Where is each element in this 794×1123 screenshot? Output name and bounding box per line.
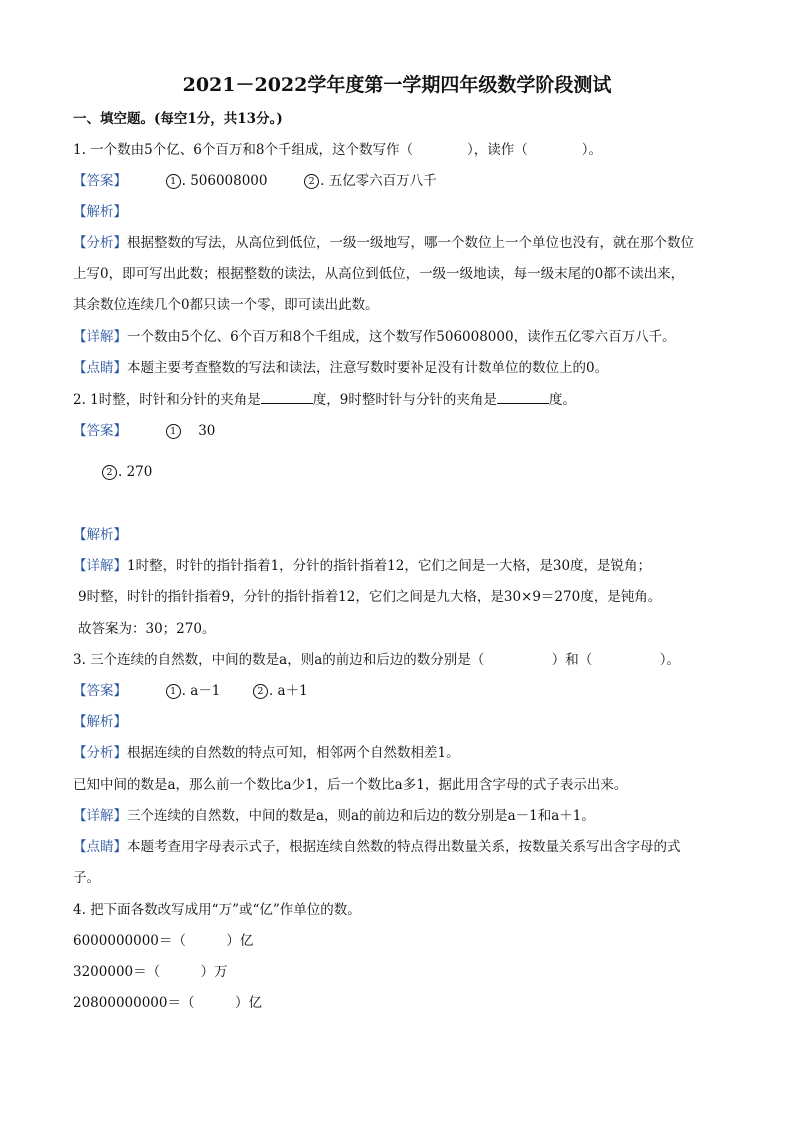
question-4-item-3: 20800000000＝（ ）亿	[73, 995, 262, 1011]
circle-1-icon: 1	[166, 684, 181, 699]
dianjing-3-line-2: 子。	[73, 870, 100, 886]
xiangjie-1	[73, 328, 676, 346]
answer-label: 【答案】	[73, 683, 127, 699]
fenxi-1-line-2: 上写0，即可写出此数；根据整数的读法，从高位到低位，一级一级地读，每一级末尾的0都不读出来，	[73, 266, 685, 282]
fenxi-1-line-1	[73, 234, 694, 252]
xiangjie-3	[73, 807, 595, 825]
question-1: 1. 一个数由5个亿、6个百万和8个千组成，这个数写作（ ），读作（ ）。	[73, 142, 602, 158]
fenxi-label: 【分析】	[73, 235, 127, 251]
xiangjie-label: 【详解】	[73, 558, 127, 574]
xiangjie-2-line-3: 故答案为：30；270。	[78, 621, 216, 637]
xiangjie-label: 【详解】	[73, 329, 127, 345]
xiangjie-2-line-1	[73, 557, 651, 575]
dianjing-3-text-1: 本题考查用字母表示式子，根据连续自然数的特点得出数量关系，按数量关系写出含字母的式	[127, 839, 681, 855]
answer-2-value-2: 270	[126, 464, 153, 480]
xiangjie-2-line-2: 9时整，时针的指针指着9，分针的指针指着12，它们之间是九大格，是30×9＝270度，是钝角。	[78, 589, 662, 605]
section-heading: 一、填空题。(每空1分，共13分。)	[73, 111, 283, 127]
dianjing-1	[73, 359, 608, 377]
xiangjie-label: 【详解】	[73, 808, 127, 824]
answer-3-value-1: a－1	[190, 683, 221, 699]
fenxi-3-line-2: 已知中间的数是a，那么前一个数比a少1，后一个数比a多1，据此用含字母的式子表示出来。	[73, 777, 628, 793]
fenxi-3	[73, 744, 460, 762]
dianjing-label: 【点睛】	[73, 360, 127, 376]
circle-2-icon: 2	[304, 174, 319, 189]
answer-3-value-2: a＋1	[277, 683, 308, 699]
question-3: 3. 三个连续的自然数，中间的数是a，则a的前边和后边的数分别是（ ）和（ ）。	[73, 652, 681, 668]
answer-label: 【答案】	[73, 423, 127, 439]
fenxi-3-text: 根据连续的自然数的特点可知，相邻两个自然数相差1。	[127, 745, 460, 761]
dianjing-1-text: 本题主要考查整数的写法和读法，注意写数时要补足没有计数单位的数位上的0。	[127, 360, 609, 376]
answer-label: 【答案】	[73, 173, 127, 189]
question-2	[73, 391, 576, 409]
analysis-label-3: 【解析】	[73, 714, 127, 730]
question-2-part-a: 2. 1时整，时针和分针的夹角是	[73, 392, 261, 408]
page-title: 2021－2022学年度第一学期四年级数学阶段测试	[182, 74, 612, 96]
answer-3-row: 【答案】 1 . a－1 2 . a＋1	[73, 683, 308, 699]
answer-1-value-1: 506008000	[190, 173, 268, 189]
question-2-part-b: 度，9时整时针与分针的夹角是	[312, 392, 497, 408]
question-4-item-2: 3200000＝（ ）万	[73, 964, 228, 980]
fenxi-1-text-1: 根据整数的写法，从高位到低位，一级一级地写，哪一个数位上一个单位也没有，就在那个数位	[127, 235, 694, 251]
answer-2-row	[73, 422, 215, 440]
xiangjie-1-text: 一个数由5个亿、6个百万和8个千组成，这个数写作506008000，读作五亿零六百万八千。	[127, 329, 676, 345]
dianjing-3-line-1	[73, 838, 681, 856]
answer-1-value-2: 五亿零六百万八千	[328, 173, 437, 189]
xiangjie-2-text-1: 1时整，时针的指针指着1，分针的指针指着12，它们之间是一大格，是30度，是锐角；	[127, 558, 652, 574]
answer-1-row: 【答案】 1 . 506008000 2 . 五亿零六百万八千	[73, 173, 437, 189]
question-4-item-1: 6000000000＝（ ）亿	[73, 933, 254, 949]
dianjing-label: 【点睛】	[73, 839, 127, 855]
analysis-label-2: 【解析】	[73, 527, 127, 543]
answer-2-value-1: 30	[198, 423, 216, 439]
question-2-part-c: 度。	[548, 392, 576, 408]
circle-1-icon: 1	[166, 174, 181, 189]
analysis-label-1: 【解析】	[73, 204, 127, 220]
answer-blank	[261, 391, 313, 404]
circle-1-icon: 1	[166, 424, 181, 439]
answer-2-row-2: 2 . 270	[102, 463, 152, 481]
answer-blank	[497, 391, 549, 404]
circle-2-icon: 2	[253, 684, 268, 699]
circle-2-icon: 2	[102, 465, 117, 480]
fenxi-1-line-3: 其余数位连续几个0都只读一个零，即可读出此数。	[73, 297, 379, 313]
xiangjie-3-text: 三个连续的自然数，中间的数是a，则a的前边和后边的数分别是a－1和a＋1。	[127, 808, 595, 824]
fenxi-label: 【分析】	[73, 745, 127, 761]
question-4: 4. 把下面各数改写成用“万”或“亿”作单位的数。	[73, 902, 361, 918]
